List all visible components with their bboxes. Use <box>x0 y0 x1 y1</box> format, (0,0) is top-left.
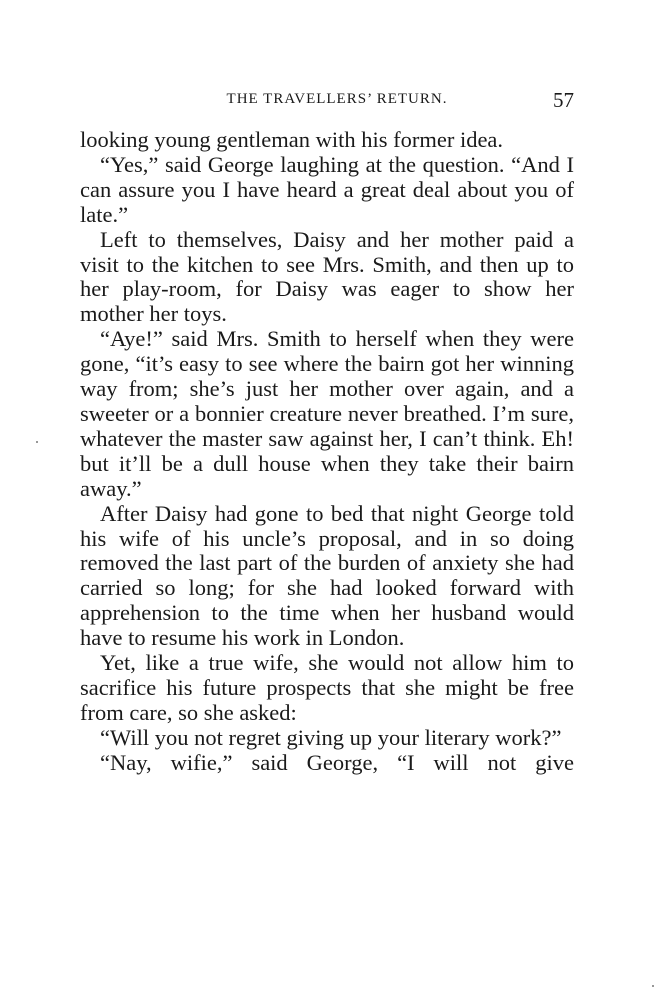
paragraph-after-daisy: After Daisy had gone to bed that night George told his wife of his uncle’s proposal, and in so doing removed the last part of the burden of anxiety she had carried so long; for she had looked forward with apprehension to the time when her husband would have to resume his work in London. <box>80 500 574 651</box>
paragraph-true-wife: Yet, like a true wife, she would not allow him to sacrifice his future prospects that she might be free from care, so she asked: <box>80 650 574 725</box>
page-speck <box>652 985 654 987</box>
page-speck <box>36 441 38 443</box>
body-text <box>80 128 574 776</box>
running-title: THE TRAVELLERS’ RETURN. <box>226 91 448 107</box>
paragraph-nay-wifie: “Nay, wifie,” said George, “I will not give <box>100 749 574 775</box>
paragraph-george-yes: “Yes,” said George laughing at the question. “And I can assure you I have heard a great deal about you of late.” <box>80 151 574 227</box>
paragraph-continuation: looking young gentleman with his former idea. <box>80 127 504 152</box>
paragraph-left-to-themselves: Left to themselves, Daisy and her mother paid a visit to the kitchen to see Mrs. Smith, and then up to her play-room, for Daisy was eager to show her mother her toys. <box>80 226 574 327</box>
running-head <box>80 88 574 112</box>
page-number: 57 <box>553 88 574 112</box>
paragraph-literary-work: “Will you not regret giving up your literary work?” <box>100 724 562 750</box>
paragraph-mrs-smith-aye: “Aye!” said Mrs. Smith to herself when they were gone, “it’s easy to see where the bairn got her winning way from; she’s just her mother over again, and a sweeter or a bonnier creature never breathed. I’m sure, whatever the master saw against her, I can’t think. Eh! but it’ll be a dull house when they take their bairn away.” <box>80 326 574 501</box>
